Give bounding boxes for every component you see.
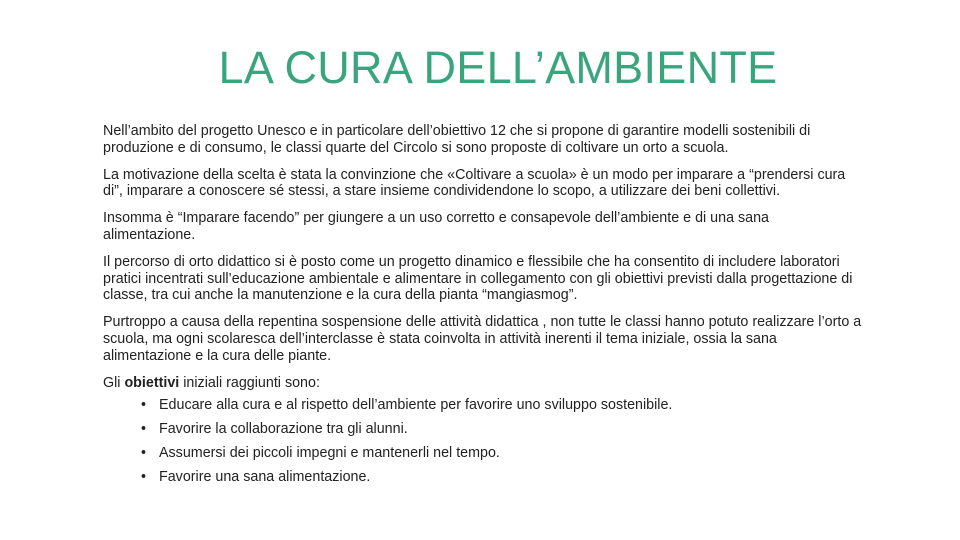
objectives-intro [103, 375, 863, 392]
objectives-list [103, 393, 863, 489]
objective-item [103, 465, 863, 489]
objective-text: Favorire una sana alimentazione. [159, 469, 371, 486]
objectives-intro-suffix: iniziali raggiunti sono: [179, 374, 320, 391]
paragraph-suspension: Purtroppo a causa della repentina sospensione delle attività didattica , non tutte le classi hanno potuto realizzare l’orto a scuola, ma ogni scolaresca dell’interclasse è stata coinvolta in attività inerenti il tema iniziale, ossia la sana alimentazione e la cura delle piante. [103, 314, 862, 364]
paragraph-unesco: Nell’ambito del progetto Unesco e in particolare dell’obiettivo 12 che si propone di garantire modelli sostenibili di produzione e di consumo, le classi quarte del Circolo si sono proposte di coltivare un orto a scuola. [103, 123, 811, 156]
objective-item [103, 417, 863, 441]
bullet-icon: • [141, 469, 147, 486]
objective-text: Assumersi dei piccoli impegni e mantenerli nel tempo. [159, 445, 500, 462]
objective-text: Educare alla cura e al rispetto dell’ambiente per favorire uno sviluppo sostenibile. [159, 397, 673, 414]
bullet-icon: • [141, 397, 147, 414]
paragraph-learning-by-doing: Insomma è “Imparare facendo” per giungere a un uso corretto e consapevole dell’ambiente e di una sana alimentazione. [103, 210, 769, 243]
paragraph-garden-path: Il percorso di orto didattico si è posto come un progetto dinamico e flessibile che ha consentito di includere laboratori pratici incentrati sull’educazione ambientale e alimentare in collegamento con gli obiettivi previsti dalla progettazione di classe, tra cui anche la manutenzione e la cura della pianta “mangiasmog”. [103, 253, 853, 304]
bullet-icon: • [141, 421, 147, 438]
objective-text: Favorire la collaborazione tra gli alunni. [159, 421, 408, 438]
objectives-intro-bold: obiettivi [124, 374, 180, 391]
slide-title: LA CURA DELL’AMBIENTE [218, 42, 778, 93]
objective-item [103, 441, 863, 465]
objective-item [103, 393, 863, 417]
bullet-icon: • [141, 445, 147, 462]
slide-body [103, 123, 863, 489]
paragraph-motivation: La motivazione della scelta è stata la convinzione che «Coltivare a scuola» è un modo per imparare a “prendersi cura di”, imparare a conoscere sé stessi, a stare insieme condividendone lo scopo, a utilizzare dei beni collettivi. [103, 166, 846, 200]
objectives-intro-prefix: Gli [103, 374, 125, 391]
